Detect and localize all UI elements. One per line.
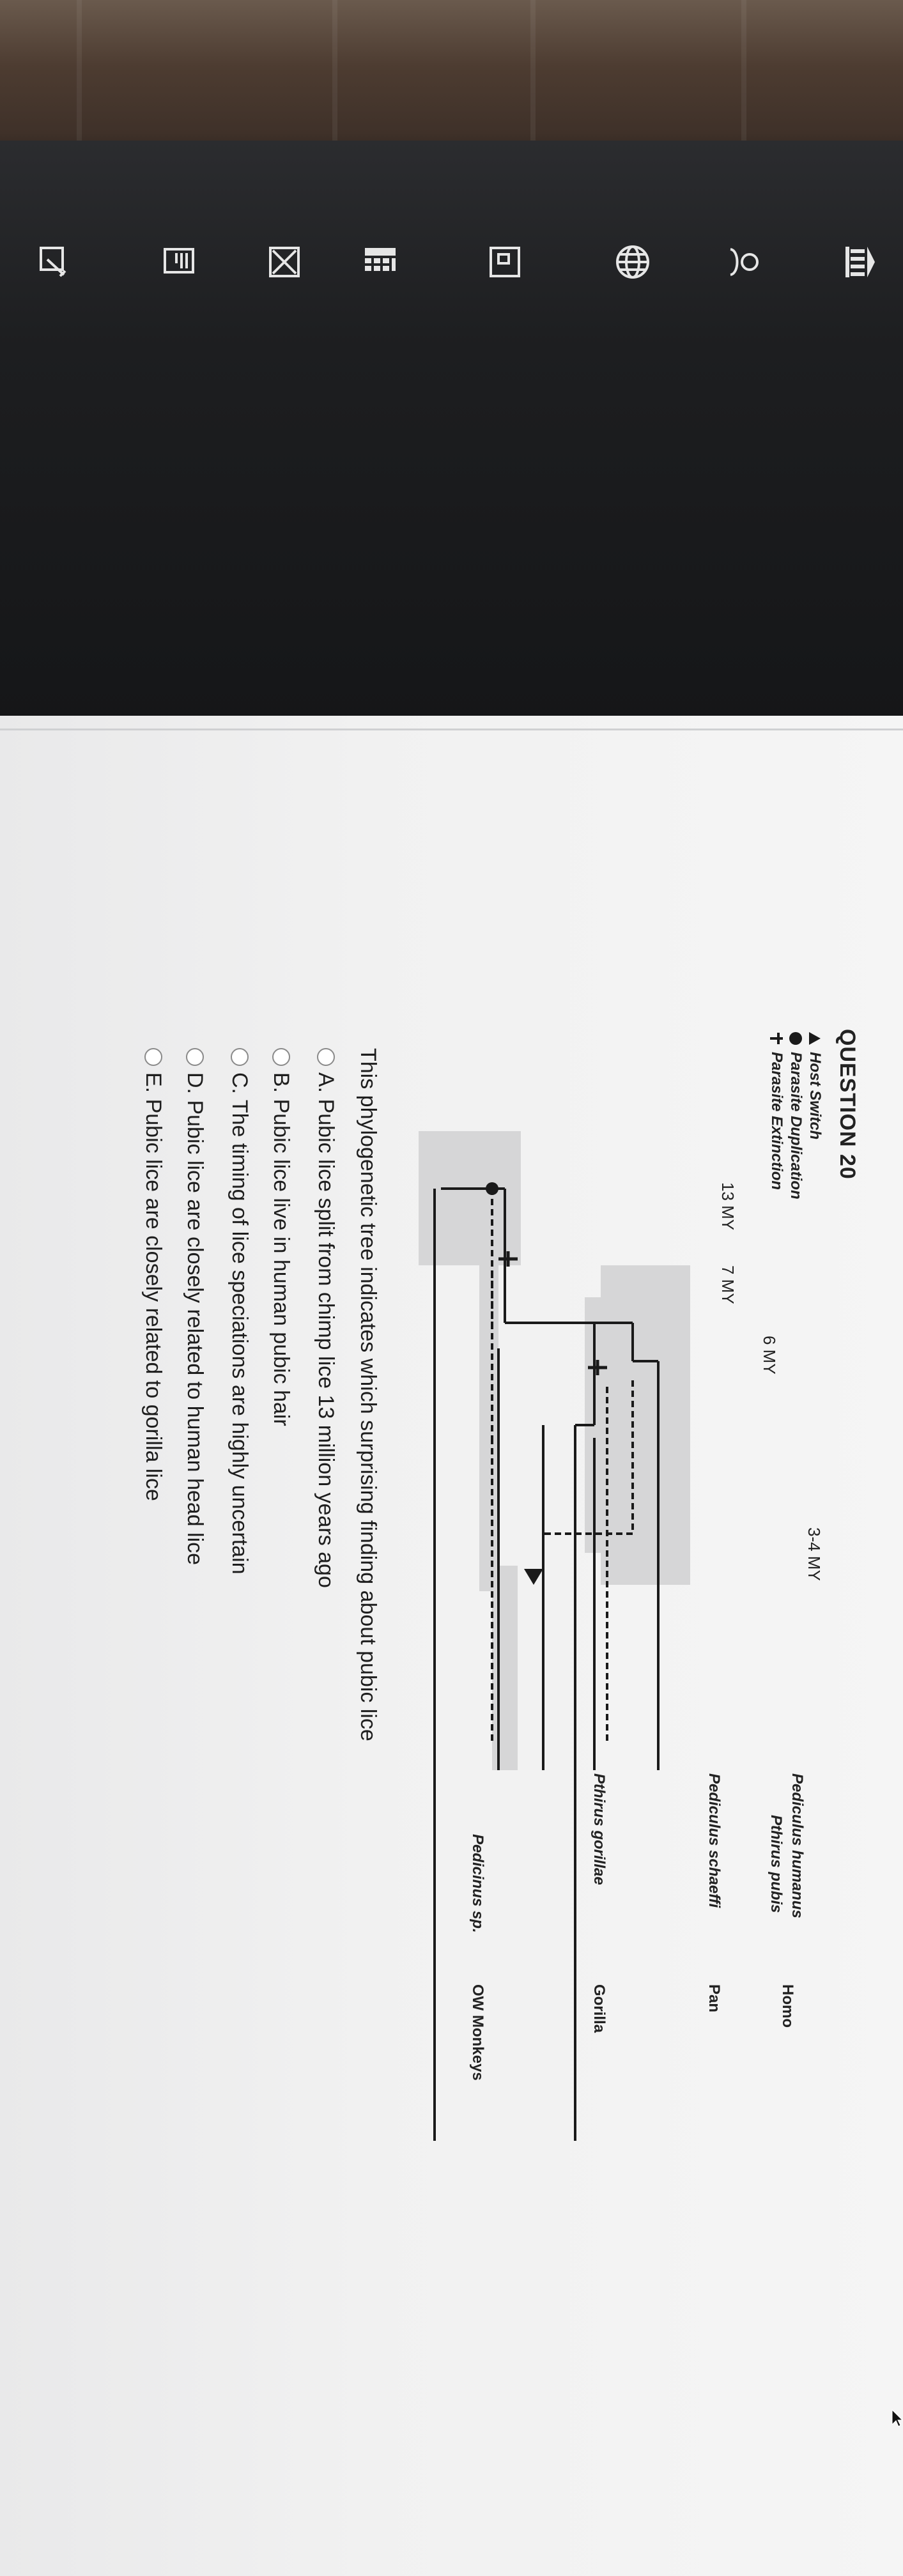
answer-option-a[interactable] xyxy=(310,1048,342,1588)
tip-pediculus-schaeffi: Pediculus schaeffi xyxy=(706,1773,723,1908)
tip-pthirus-gorillae: Pthirus gorillae xyxy=(590,1773,608,1885)
answer-option-label: E. Pubic lice are closely related to gorilla lice xyxy=(141,1072,166,1501)
time-label-13: 13 MY xyxy=(718,1182,737,1231)
time-label-7: 7 MY xyxy=(718,1265,737,1304)
answer-option-label: A. Pubic lice split from chimp lice 13 million years ago xyxy=(314,1072,339,1588)
legend-parasite-extinction-label: Parasite Extinction xyxy=(768,1052,785,1191)
time-label-6: 6 MY xyxy=(760,1336,779,1375)
radio-button[interactable] xyxy=(317,1048,335,1066)
question-text: This phylogenetic tree indicates which surprising finding about pubic lice xyxy=(356,1048,380,1741)
duplication-marker xyxy=(486,1182,498,1195)
host-gorilla: Gorilla xyxy=(590,1984,608,2033)
host-tree-shadow xyxy=(419,1131,690,1770)
mouse-cursor-icon xyxy=(891,2409,903,2430)
tip-pedicinus-sp: Pedicinus sp. xyxy=(469,1834,486,1933)
answer-option-c[interactable] xyxy=(224,1048,256,1575)
radio-button[interactable] xyxy=(186,1048,204,1066)
radio-button[interactable] xyxy=(272,1048,290,1066)
host-switch-marker xyxy=(524,1569,543,1585)
answer-option-label: D. Pubic lice are closely related to human head lice xyxy=(183,1072,208,1566)
radio-button[interactable] xyxy=(231,1048,249,1066)
legend-host-switch-label: Host Switch xyxy=(807,1052,824,1140)
answer-option-label: C. The timing of lice speciations are highly uncertain xyxy=(228,1072,252,1575)
answer-option-label: B. Pubic lice live in human pubic hair xyxy=(269,1072,294,1426)
rotated-question-content xyxy=(45,160,876,2524)
radio-button[interactable] xyxy=(144,1048,162,1066)
question-title: QUESTION 20 xyxy=(835,1029,860,1180)
answer-option-b[interactable] xyxy=(265,1048,297,1426)
tip-pthirus-pubis: Pthirus pubis xyxy=(768,1815,785,1913)
host-pan: Pan xyxy=(706,1984,723,2013)
answer-option-e[interactable] xyxy=(137,1048,169,1501)
tip-pediculus-humanus: Pediculus humanus xyxy=(789,1773,806,1918)
answer-option-d[interactable] xyxy=(179,1048,211,1565)
phylogenetic-tree xyxy=(390,991,876,2141)
legend-parasite-duplication-label: Parasite Duplication xyxy=(787,1052,805,1199)
host-ow-monkeys: OW Monkeys xyxy=(469,1984,486,2081)
host-homo: Homo xyxy=(779,1984,796,2028)
time-label-3-4: 3-4 MY xyxy=(805,1527,824,1581)
